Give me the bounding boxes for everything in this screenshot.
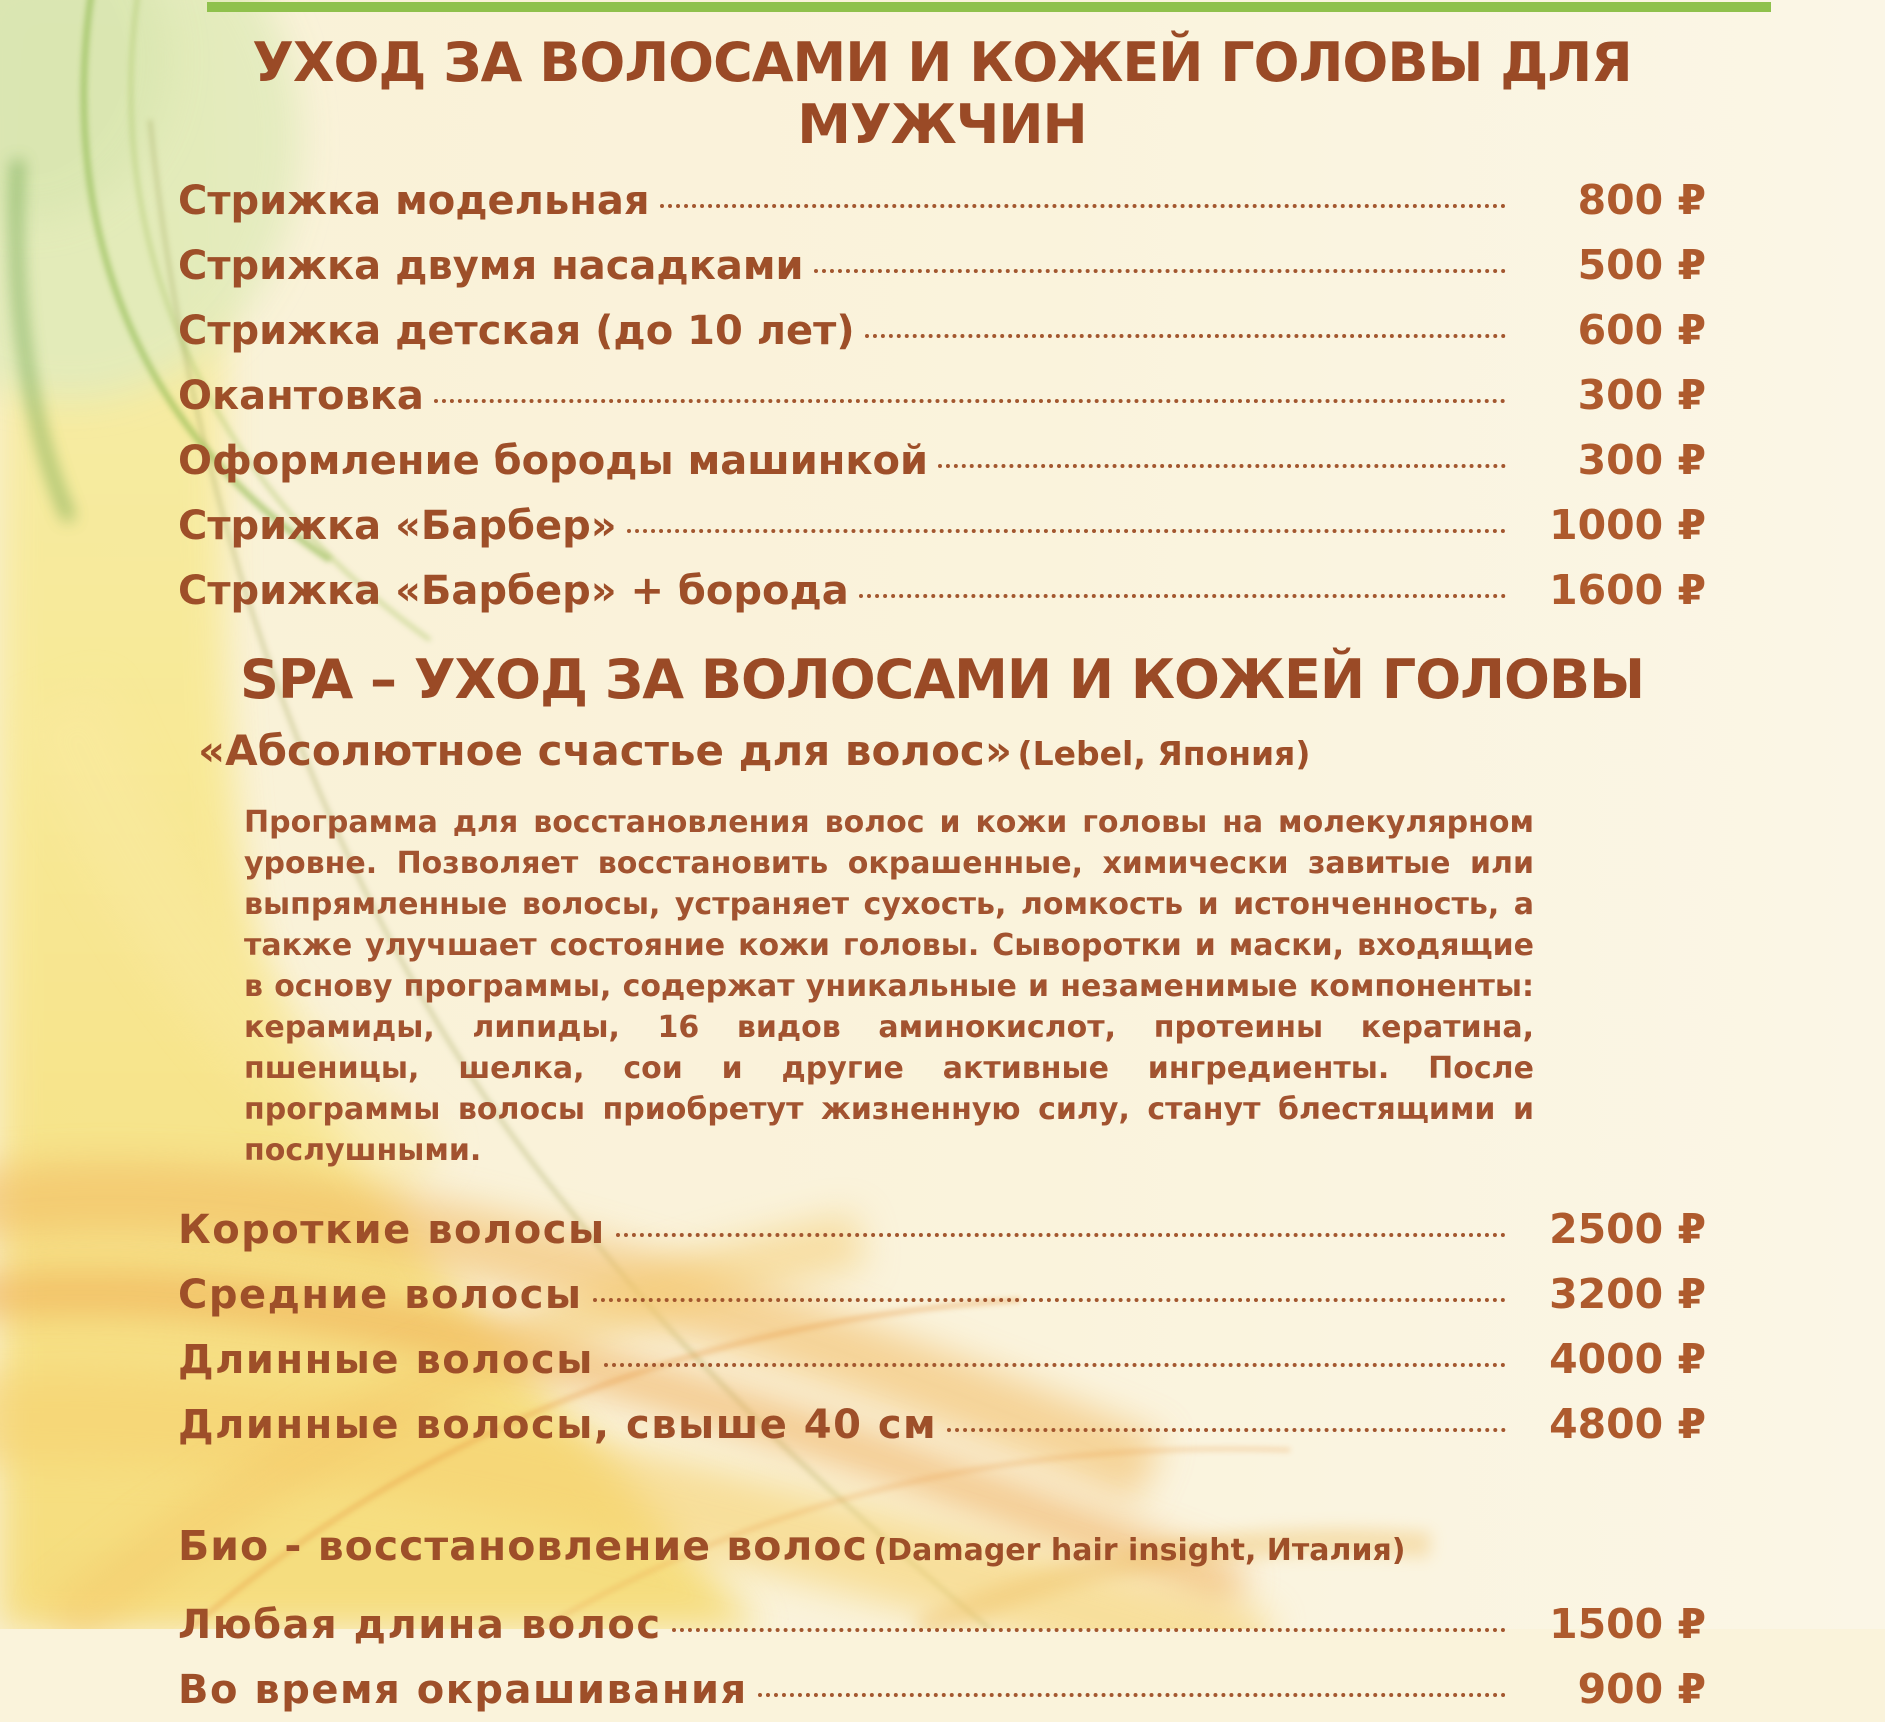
- spa-price-list: [178, 1197, 1706, 1457]
- dotted-leader: [627, 529, 1506, 533]
- service-label: Короткие волосы: [178, 1207, 606, 1253]
- service-price: 2500 ₽: [1549, 1205, 1706, 1253]
- service-label: Любая длина волос: [178, 1602, 662, 1648]
- bio-heading: [178, 1521, 1706, 1580]
- dotted-leader: [814, 269, 1506, 273]
- dotted-leader: [865, 334, 1506, 338]
- price-row: [178, 363, 1706, 428]
- price-row: [178, 298, 1706, 363]
- service-label: Во время окрашивания: [178, 1667, 748, 1713]
- price-row: [178, 168, 1706, 233]
- bio-brand: (Damager hair insight, Италия): [873, 1533, 1406, 1568]
- program-description: Программа для восстановления волос и кожи головы на молекулярном уровне. Позволяет восстановить окрашенные, химически завитые или выпрямленные волосы, устраняет сухость, ломкость и истонченность, а также улучшает состояние кожи головы. Сыворотки и маски, входящие в основу программы, содержат уникальные и незаменимые компоненты: керамиды, липиды, 16 видов аминокислот, протеины кератина, пшеницы, шелка, сои и другие активные ингредиенты. После программы волосы приобретут жизненную силу, станут блестящими и послушными.: [244, 805, 1534, 1168]
- mens-price-list: [178, 168, 1706, 623]
- service-label: Оформление бороды машинкой: [178, 438, 929, 484]
- service-price: 800 ₽: [1577, 176, 1706, 224]
- price-row: [178, 1592, 1706, 1657]
- price-row: [178, 428, 1706, 493]
- price-row: [178, 1327, 1706, 1392]
- price-row: [178, 558, 1706, 623]
- price-list-page: [178, 0, 1706, 1713]
- mens-section-title: УХОД ЗА ВОЛОСАМИ И КОЖЕЙ ГОЛОВЫ ДЛЯ МУЖЧИН: [252, 31, 1632, 156]
- price-row: [178, 233, 1706, 298]
- spa-section-title: SPA – УХОД ЗА ВОЛОСАМИ И КОЖЕЙ ГОЛОВЫ: [239, 648, 1645, 711]
- service-label: Стрижка двумя насадками: [178, 243, 804, 289]
- price-row: [178, 1197, 1706, 1262]
- service-price: 900 ₽: [1577, 1665, 1706, 1713]
- service-label: Окантовка: [178, 373, 424, 419]
- service-label: Длинные волосы, свыше 40 см: [178, 1402, 938, 1448]
- service-label: Стрижка «Барбер»: [178, 503, 617, 549]
- service-price: 1500 ₽: [1549, 1600, 1706, 1648]
- program-heading: [178, 725, 1706, 786]
- service-label: Стрижка детская (до 10 лет): [178, 308, 855, 354]
- dotted-leader: [604, 1363, 1506, 1367]
- bio-name: Био - восстановление волос: [178, 1522, 868, 1570]
- bio-price-list: [178, 1592, 1706, 1722]
- service-price: 3200 ₽: [1549, 1270, 1706, 1318]
- service-label: Средние волосы: [178, 1272, 583, 1318]
- service-price: 1600 ₽: [1549, 566, 1706, 614]
- dotted-leader: [859, 594, 1506, 598]
- dotted-leader: [593, 1298, 1506, 1302]
- service-price: 4800 ₽: [1549, 1400, 1706, 1448]
- dotted-leader: [758, 1693, 1506, 1697]
- service-label: Стрижка «Барбер» + борода: [178, 568, 849, 614]
- service-price: 1000 ₽: [1549, 501, 1706, 549]
- dotted-leader: [938, 464, 1506, 468]
- program-brand: (Lebel, Япония): [1017, 734, 1311, 773]
- service-price: 300 ₽: [1577, 371, 1706, 419]
- service-price: 600 ₽: [1577, 306, 1706, 354]
- price-row: [178, 1392, 1706, 1457]
- service-price: 4000 ₽: [1549, 1335, 1706, 1383]
- service-label: Стрижка модельная: [178, 178, 650, 224]
- program-name: «Абсолютное счастье для волос»: [198, 726, 1012, 775]
- price-row: [178, 1262, 1706, 1327]
- price-row: [178, 1657, 1706, 1722]
- service-label: Длинные волосы: [178, 1337, 594, 1383]
- service-price: 300 ₽: [1577, 436, 1706, 484]
- service-price: 500 ₽: [1577, 241, 1706, 289]
- dotted-leader: [660, 204, 1506, 208]
- dotted-leader: [947, 1428, 1506, 1432]
- price-row: [178, 493, 1706, 558]
- dotted-leader: [434, 399, 1506, 403]
- dotted-leader: [616, 1233, 1506, 1237]
